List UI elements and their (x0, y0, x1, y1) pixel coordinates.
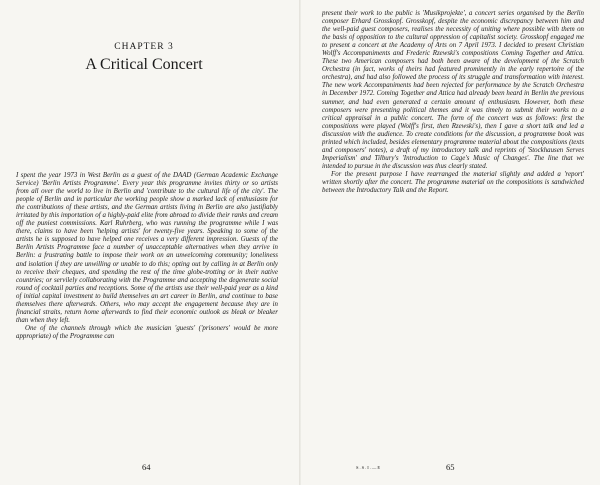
left-paragraph-1: I spent the year 1973 in West Berlin as a guest of the DAAD (German Academic Exchange Service) 'Berlin Artists Programme'. Every year this programme invites thirty or so artists from all over the world to live in Berlin and 'contribute to the cultural life of the city'. The people of Berlin and in particular the working people show a marked lack of enthusiasm for the contributions of these artists, and the German artists living in Berlin are also justifiably irritated by this importation of a highly-paid elite from abroad to divide their ranks and cream off the puniest commissions. Karl Ruhrberg, who was running the programme while I was there, claims to have been 'helping artists' for twenty-five years. Speaking to some of the artists he is supposed to have helped one receives a very different impression. Guests of the Berlin Artists Programme face a number of unacceptable alternatives when they arrive in Berlin: a frustrating battle to impose their work on an unwelcoming community; loneliness and isolation if they are unwilling or unable to do this; opting out by calling in at Berlin only to receive their cheques, and spending the rest of the time globe-trotting or in their native countries; or servilely collaborating with the Programme and accepting the degenerate social round of cocktail parties and receptions. Some of the artists use their well-paid year as a kind of initial capital investment to build themselves an art career in Berlin, and continue to base themselves there afterwards. Others, who may accept the engagement because they are in financial straits, return home afterwards to find their economic outlook as bleak or bleaker than when they left. (16, 172, 278, 324)
chapter-label: CHAPTER 3 (114, 42, 174, 52)
right-paragraph-1: present their work to the public is 'Musikprojekte', a concert series organised by the Berlin composer Erhard Grosskopf. Grosskopf, despite the economic discrepancy between him and the well-paid guest composers, realises the necessity of uniting where possible with them on the basis of opposition to the cultural oppression of capitalist society. Grosskopf engaged me to present a concert at the Academy of Arts on 7 April 1973. I decided to present Christian Wolff's Accompaniments and Frederic Rzewski's compositions Coming Together and Attica. These two American composers had both been aware of the development of the Scratch Orchestra (in fact, works of theirs had featured prominently in the early repertoire of the orchestra), and had also followed the process of its struggle and transformation with interest. The new work Accompaniments had been rejected for performance by the Scratch Orchestra in December 1972. Coming Together and Attica had already been heard in Berlin the previous summer, and had even generated a certain amount of enthusiasm. However, both these composers were presenting political themes and it was timely to submit their works to a critical appraisal in a public concert. The form of the concert was as follows: first the compositions were played (Wolff's first, then Rzewski's), then I gave a short talk and led a discussion with the audience. To create conditions for the discussion, a programme book was printed which included, besides elementary programme material about the compositions (texts and composers' notes), a draft of my introductory talk and reprints of 'Stockhausen Serves Imperialism' and Tilbury's 'Introduction to Cage's Music of Changes'. The line that we intended to pursue in the discussion was thus clearly stated. (322, 10, 584, 170)
chapter-title: A Critical Concert (85, 56, 203, 73)
left-page-number: 64 (142, 462, 151, 472)
right-page (300, 0, 600, 485)
left-page-body (16, 172, 278, 341)
right-page-number: 65 (446, 462, 455, 472)
signature-mark: S.S.I.—E (356, 465, 382, 470)
right-paragraph-2: For the present purpose I have rearranged the material slightly and added a 'report' written shortly after the concert. The programme material on the compositions is sandwiched between the Introductory Talk and the Report. (322, 170, 584, 195)
left-paragraph-2: One of the channels through which the musician 'guests' ('prisoners' would be more appropriate) of the Programme can (16, 324, 278, 340)
right-page-body (322, 10, 584, 195)
